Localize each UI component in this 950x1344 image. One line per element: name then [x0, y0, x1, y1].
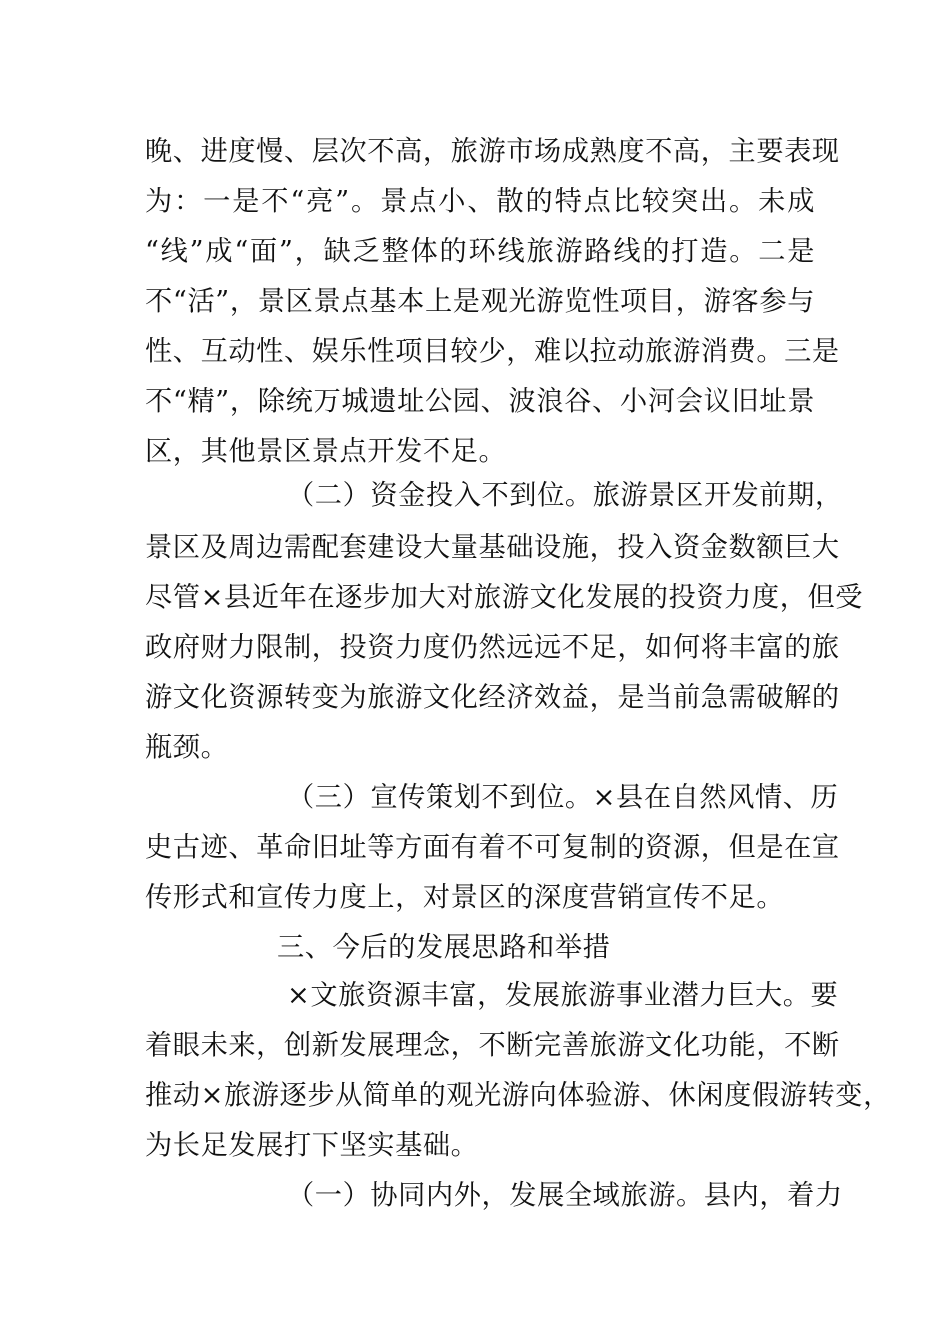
- body-text-line: 着眼未来，创新发展理念，不断完善旅游文化功能，不断: [145, 1030, 840, 1061]
- body-text-line: 不“精”，除统万城遗址公园、波浪谷、小河会议旧址景: [145, 386, 815, 417]
- body-text-line: 推动×旅游逐步从简单的观光游向体验游、休闲度假游转变，: [145, 1080, 891, 1111]
- body-text-line: 为：一是不“亮”。景点小、散的特点比较突出。未成: [145, 186, 815, 217]
- body-text-line: 景区及周边需配套建设大量基础设施，投入资金数额巨大: [145, 532, 840, 563]
- body-text-line: ×文旅资源丰富，发展旅游事业潜力巨大。要: [287, 980, 839, 1011]
- section-heading-line: （一）协同内外，发展全域旅游。县内，着力: [287, 1180, 843, 1211]
- body-text-line: 不“活”，景区景点基本上是观光游览性项目，游客参与: [145, 286, 815, 317]
- body-text-line: 晚、进度慢、层次不高，旅游市场成熟度不高，主要表现: [145, 136, 840, 167]
- body-text-line: 为长足发展打下坚实基础。: [145, 1130, 479, 1161]
- body-text-line: 区，其他景区景点开发不足。: [145, 436, 507, 467]
- body-text-line: 性、互动性、娱乐性项目较少，难以拉动旅游消费。三是: [145, 336, 840, 367]
- body-text-line: “线”成“面”，缺乏整体的环线旅游路线的打造。二是: [145, 236, 815, 267]
- section-heading-line: （二）资金投入不到位。旅游景区开发前期，: [287, 480, 843, 511]
- body-text-line: 游文化资源转变为旅游文化经济效益，是当前急需破解的: [145, 682, 840, 713]
- section-heading-line: （三）宣传策划不到位。×县在自然风情、历: [287, 782, 839, 813]
- body-text-line: 政府财力限制，投资力度仍然远远不足，如何将丰富的旅: [145, 632, 840, 663]
- body-text-line: 尽管×县近年在逐步加大对旅游文化发展的投资力度，但受: [145, 582, 864, 613]
- body-text-line: 史古迹、革命旧址等方面有着不可复制的资源，但是在宣: [145, 832, 840, 863]
- body-text-line: 瓶颈。: [145, 732, 229, 763]
- body-text-line: 传形式和宣传力度上，对景区的深度营销宣传不足。: [145, 882, 785, 913]
- chapter-heading: 三、今后的发展思路和举措: [277, 932, 611, 963]
